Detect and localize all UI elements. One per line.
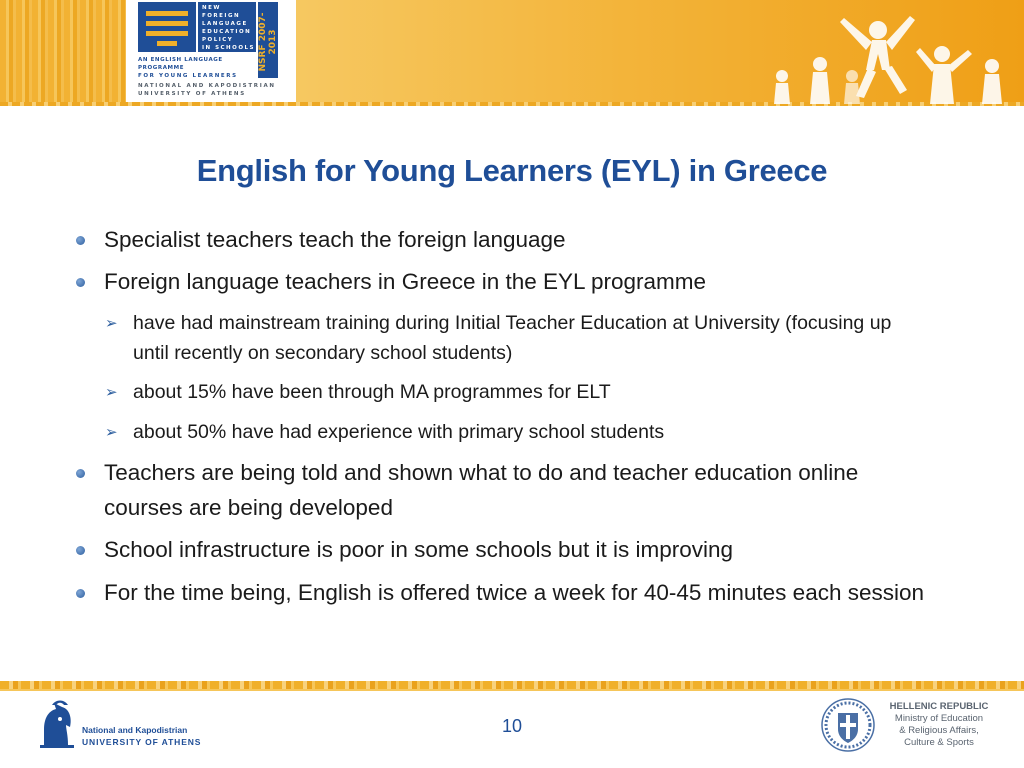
ministry-line: HELLENIC REPUBLIC — [889, 701, 989, 712]
bullet-item: Teachers are being told and shown what to do and teacher education online courses are being developed — [104, 455, 924, 525]
nsrf-label: NSRF 2007-2013 — [258, 12, 278, 72]
athena-emblem-icon — [38, 699, 76, 749]
footer-rule — [0, 681, 1024, 689]
bullet-item: For the time being, English is offered twice a week for 40-45 minutes each session — [104, 575, 974, 610]
ministry-line: Ministry of Education — [894, 713, 984, 724]
hellenic-seal-icon — [820, 697, 876, 753]
ministry-line: & Religious Affairs, — [899, 725, 979, 736]
sub-bullet-item: ➢ about 50% have had experience with primary school students — [133, 417, 933, 447]
programme-line: AN ENGLISH LANGUAGE PROGRAMME — [138, 57, 223, 71]
logo-word: NEW FOREIGN — [202, 5, 241, 19]
header-university-line: NATIONAL AND KAPODISTRIAN — [138, 83, 276, 89]
footer-university-line: National and Kapodistrian — [82, 725, 188, 735]
header-university-line: UNIVERSITY OF ATHENS — [138, 91, 246, 97]
logo-word: IN SCHOOLS — [202, 45, 255, 51]
ministry-line: Culture & Sports — [904, 737, 974, 748]
bullet-item: Foreign language teachers in Greece in the EYL programme — [104, 264, 984, 299]
programme-line: FOR YOUNG LEARNERS — [138, 73, 238, 79]
footer-university-label — [82, 724, 201, 748]
footer-university-line: UNIVERSITY OF ATHENS — [82, 737, 202, 747]
bullet-item: School infrastructure is poor in some schools but it is improving — [104, 532, 984, 567]
page-number: 10 — [501, 716, 523, 736]
bullet-item: Specialist teachers teach the foreign language — [104, 222, 984, 257]
logo-word: LANGUAGE — [202, 21, 248, 27]
slide-title: English for Young Learners (EYL) in Greece — [196, 153, 828, 188]
sub-bullet-item: ➢ about 15% have been through MA programmes for ELT — [133, 377, 933, 407]
logo-word: EDUCATION — [202, 29, 252, 35]
sub-bullet-item: ➢ have had mainstream training during Initial Teacher Education at University (focusing up until recently on secondary school students) — [133, 308, 923, 368]
ministry-label — [884, 701, 994, 749]
logo-word: POLICY — [202, 37, 234, 43]
